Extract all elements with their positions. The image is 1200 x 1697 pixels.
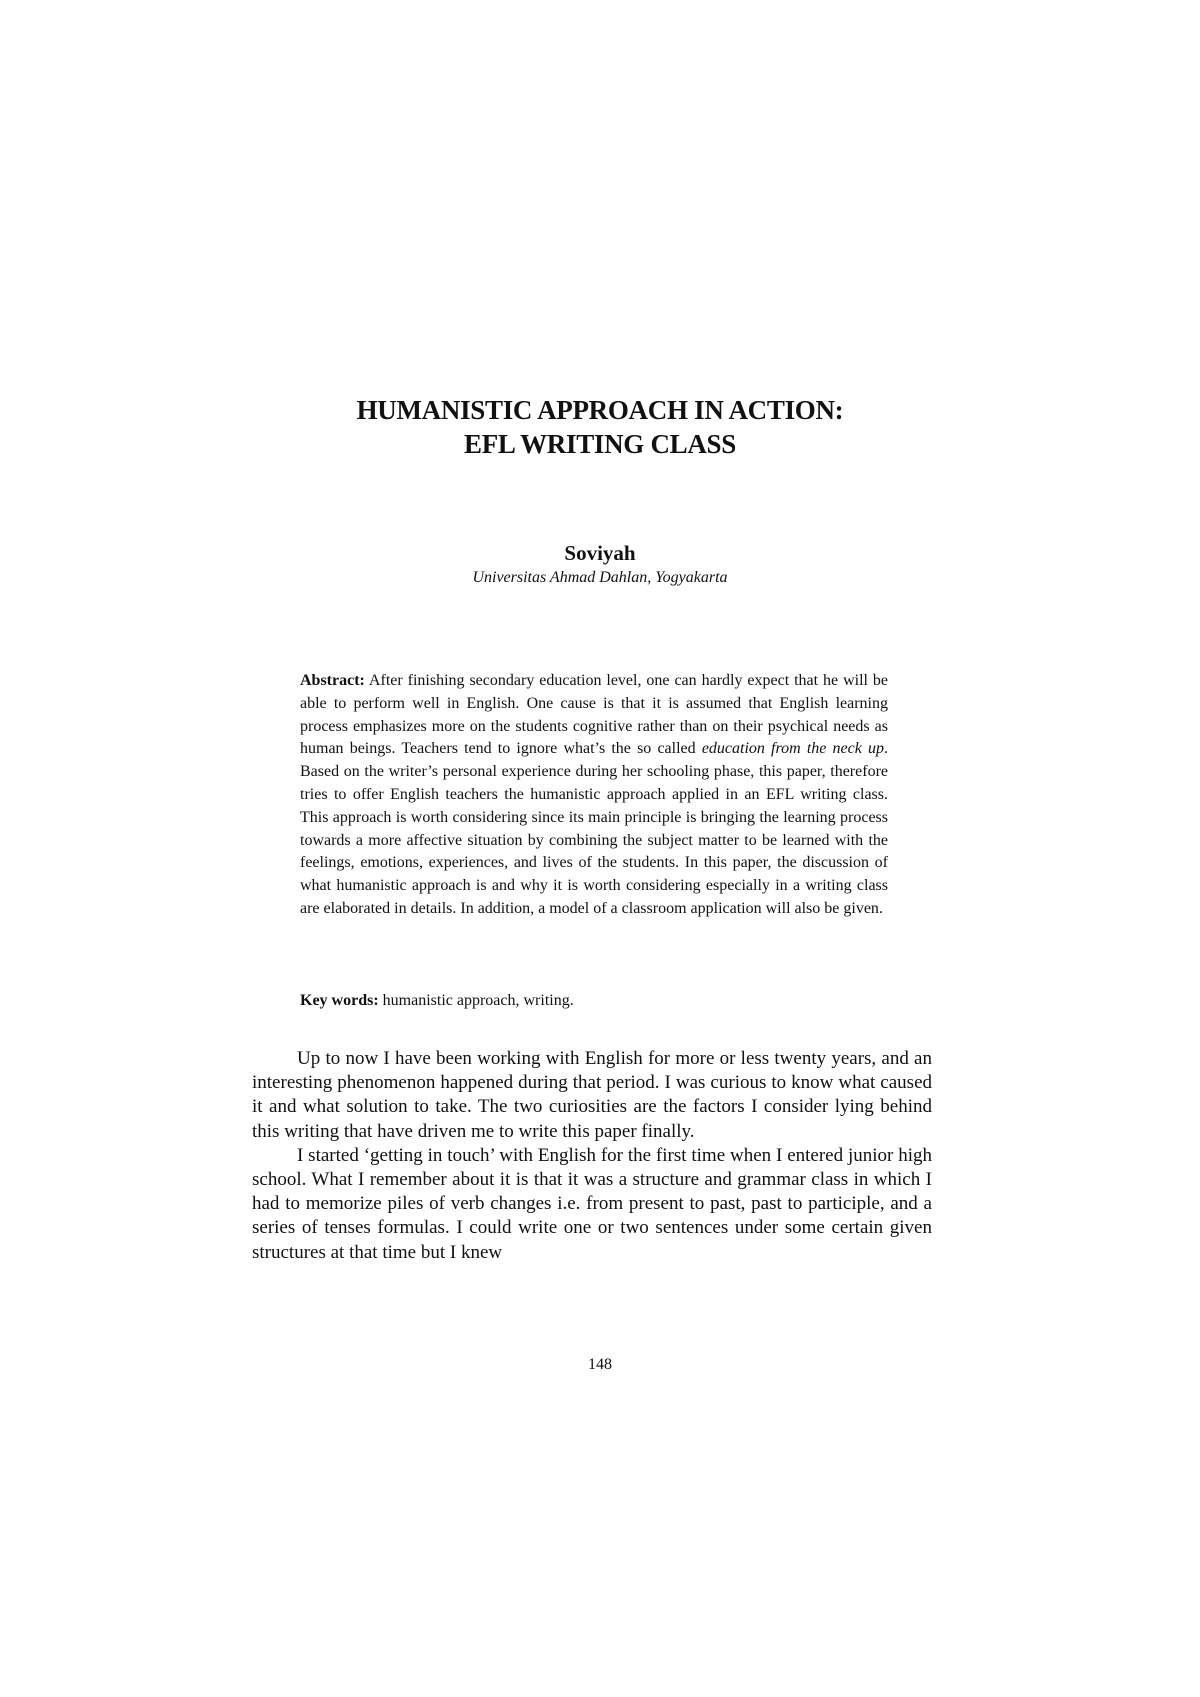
- abstract-text-part-1: After finishing secondary education level, one can hardly expect that he will be able to perform well in English. One cause is that it is assumed that English learning process emphasizes more on the students cognitive rather than on their psychical needs as human beings. Teachers tend to ignore what’s the so called: [300, 672, 888, 758]
- body-paragraph-2: I started ‘getting in touch’ with English for the first time when I entered junior high school. What I remember about it is that it was a structure and grammar class in which I had to memorize piles of verb changes i.e. from present to past, past to participle, and a series of tenses formulas. I could write one or two sentences under some certain given structures at that time but I knew: [252, 1144, 932, 1263]
- abstract-label: Abstract:: [300, 672, 365, 689]
- body-text: [252, 1047, 932, 1265]
- author-name: Soviyah: [564, 541, 636, 565]
- abstract: [300, 670, 888, 921]
- title-line-2: EFL WRITING CLASS: [464, 429, 736, 459]
- body-paragraph-1: Up to now I have been working with English for more or less twenty years, and an interesting phenomenon happened during that period. I was curious to know what caused it and what solution to take. The two curiosities are the factors I consider lying behind this writing that have driven me to write this paper finally.: [252, 1048, 932, 1142]
- author-affiliation: Universitas Ahmad Dahlan, Yogyakarta: [472, 569, 728, 586]
- page-number: 148: [588, 1356, 612, 1373]
- keywords-text: humanistic approach, writing.: [378, 992, 574, 1009]
- keywords: [300, 990, 888, 1012]
- title-line-1: HUMANISTIC APPROACH IN ACTION:: [356, 395, 844, 425]
- abstract-italic-phrase: education from the neck up: [701, 740, 885, 758]
- abstract-text-part-2: . Based on the writer’s personal experience during her schooling phase, this paper, therefore tries to offer English teachers the humanistic approach applied in an EFL writing class. This approach is worth considering since its main principle is bringing the learning process towards a more affective situation by combining the subject matter to be learned with the feelings, emotions, experiences, and lives of the students. In this paper, the discussion of what humanistic approach is and why it is worth considering especially in a writing class are elaborated in details. In addition, a model of a classroom application will also be given.: [300, 740, 889, 917]
- paper-title: [300, 393, 900, 461]
- keywords-label: Key words:: [300, 992, 379, 1009]
